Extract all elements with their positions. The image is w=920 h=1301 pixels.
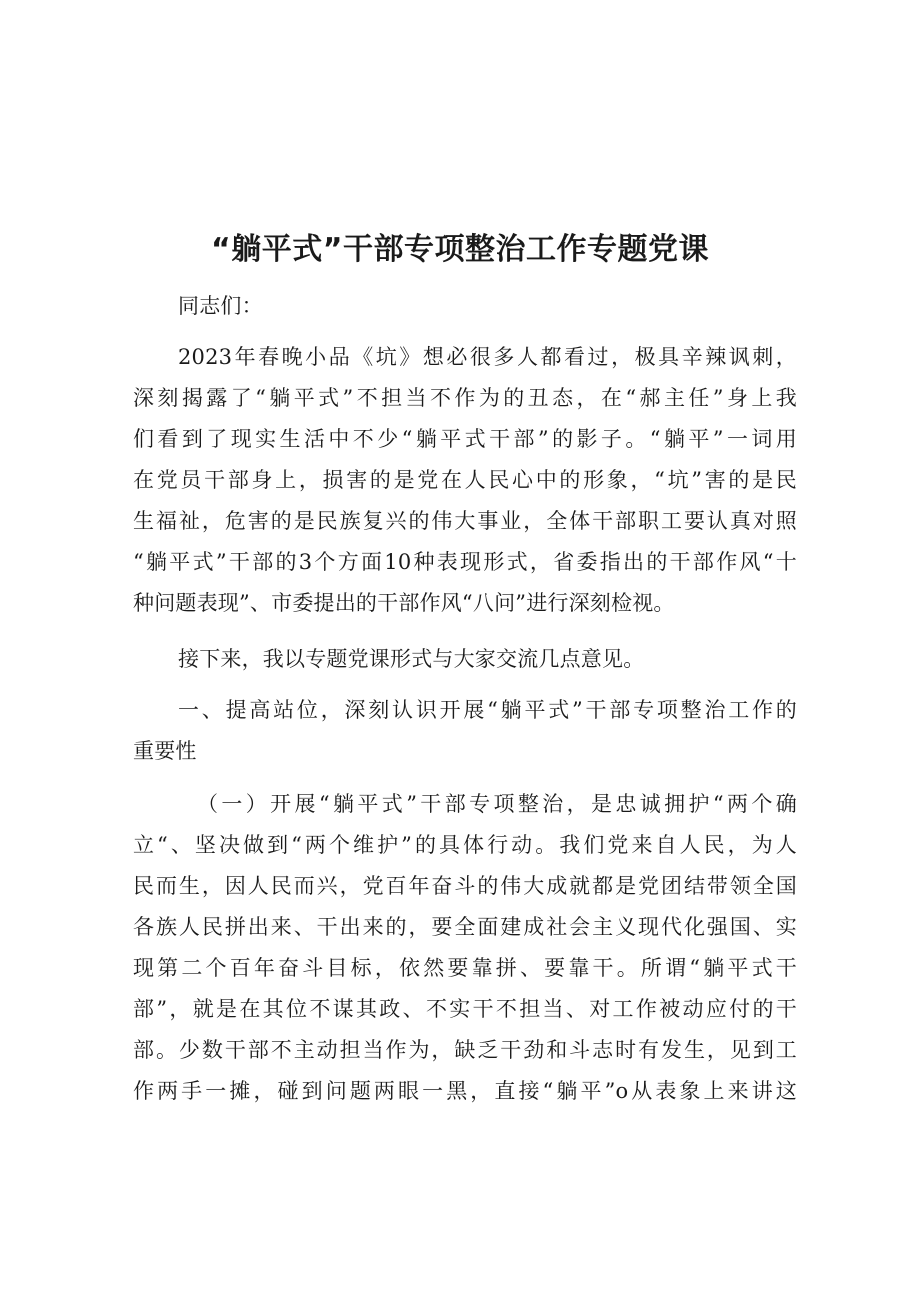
- paragraph-line: （一）开展“躺平式”干部专项整治，是忠诚拥护“两个确: [197, 792, 797, 816]
- paragraph-line: 们看到了现实生活中不少“躺平式干部”的影子。“躺平”一词用: [133, 427, 797, 451]
- paragraph-line: 在党员干部身上，损害的是党在人民心中的形象，“坑”害的是民: [133, 468, 797, 492]
- paragraph-line: “躺平式”干部的3个方面10种表现形式，省委指出的干部作风“十: [133, 550, 797, 574]
- heading-line: 重要性: [133, 739, 197, 763]
- transition-paragraph: 接下来，我以专题党课形式与大家交流几点意见。: [178, 647, 645, 671]
- paragraph-line: 作两手一摊，碰到问题两眼一黑，直接“躺平”o从表象上来讲这: [133, 1079, 797, 1103]
- document-title: “躺平式”干部专项整治工作专题党课: [211, 232, 709, 267]
- paragraph-line: 各族人民拼出来、干出来的，要全面建成社会主义现代化强国、实: [133, 915, 797, 939]
- salutation: 同志们：: [178, 294, 263, 318]
- paragraph-line: 种问题表现”、市委提出的干部作风“八问”进行深刻检视。: [133, 591, 675, 615]
- paragraph-line: 深刻揭露了“躺平式”不担当不作为的丑态，在“郝主任”身上我: [133, 386, 797, 410]
- paragraph-line: 部”，就是在其位不谋其政、不实干不担当、对工作被动应付的干: [133, 997, 797, 1021]
- paragraph-line: 部。少数干部不主动担当作为，缺乏干劲和斗志时有发生，见到工: [133, 1038, 797, 1062]
- paragraph-line: 民而生，因人民而兴，党百年奋斗的伟大成就都是党团结带领全国: [133, 874, 797, 898]
- paragraph-line: 立“、坚决做到“两个维护”的具体行动。我们党来自人民，为人: [133, 833, 797, 857]
- heading-line: 一、提高站位，深刻认识开展“躺平式”干部专项整治工作的: [178, 698, 797, 722]
- paragraph-line: 2023年春晚小品《坑》想必很多人都看过，极具辛辣讽刺，: [178, 345, 797, 369]
- paragraph-line: 现第二个百年奋斗目标，依然要靠拼、要靠干。所谓“躺平式干: [133, 956, 797, 980]
- paragraph-line: 生福祉，危害的是民族复兴的伟大事业，全体干部职工要认真对照: [133, 509, 797, 533]
